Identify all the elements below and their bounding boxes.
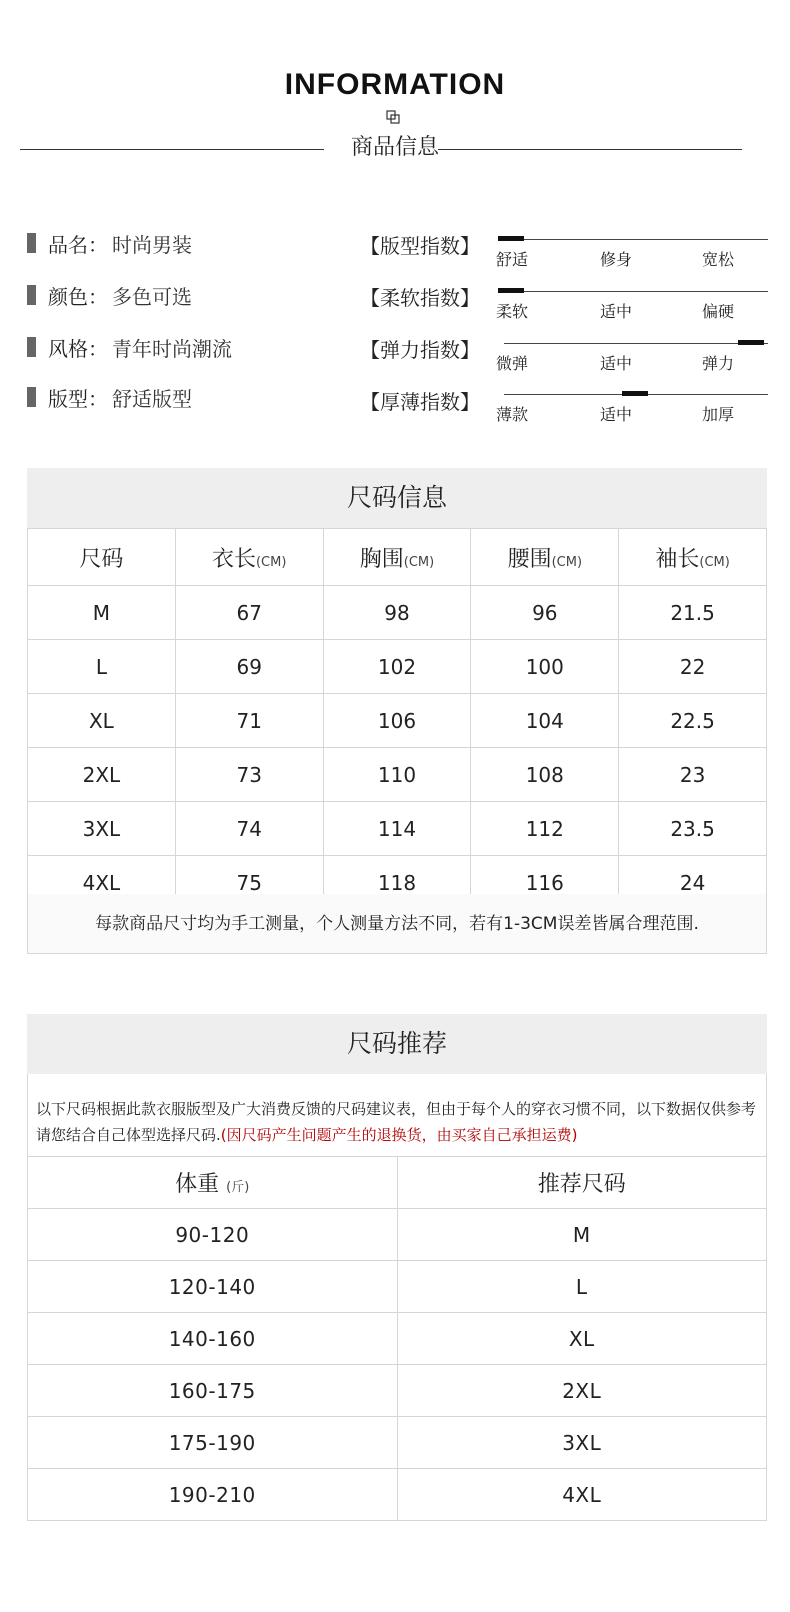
table-cell: 3XL [397, 1417, 767, 1469]
table-cell: 106 [323, 694, 471, 748]
size-info-title: 尺码信息 [27, 468, 767, 528]
return-policy-warning: (因尺码产生问题产生的退换货，由买家自己承担运费) [220, 1126, 578, 1144]
size-recommendation-table [27, 1156, 767, 1521]
table-cell: 118 [323, 856, 471, 910]
squares-icon [386, 110, 400, 124]
table-row [28, 1209, 767, 1261]
table-row [28, 1365, 767, 1417]
column-header: 胸围(CM) [323, 529, 471, 586]
index-label-elasticity: 【弹力指数】 [360, 338, 480, 362]
index-label-thickness: 【厚薄指数】 [360, 390, 480, 414]
scale-option: 适中 [600, 302, 633, 321]
table-cell: 108 [471, 748, 619, 802]
column-header: 体重 (斤) [28, 1157, 398, 1209]
table-cell: 175-190 [28, 1417, 398, 1469]
scale-option: 舒适 [496, 250, 529, 269]
table-cell: M [28, 586, 176, 640]
table-cell: 120-140 [28, 1261, 398, 1313]
table-cell: 71 [175, 694, 323, 748]
scale-line [504, 343, 768, 344]
table-cell: 112 [471, 802, 619, 856]
table-cell: 75 [175, 856, 323, 910]
scale-indicator [498, 236, 524, 241]
table-cell: 190-210 [28, 1469, 398, 1521]
scale-option: 适中 [600, 354, 633, 373]
info-value: 舒适版型 [112, 386, 192, 411]
table-cell: 140-160 [28, 1313, 398, 1365]
scale-indicator [622, 391, 648, 396]
info-row-fit [27, 382, 192, 412]
bullet-bar [27, 387, 36, 407]
index-label-softness: 【柔软指数】 [360, 286, 480, 310]
table-cell: 69 [175, 640, 323, 694]
table-cell: 24 [619, 856, 767, 910]
table-row [28, 748, 767, 802]
info-value: 青年时尚潮流 [112, 336, 232, 361]
column-header: 尺码 [28, 529, 176, 586]
recommendation-note-text: 以下尺码根据此款衣服版型及广大消费反馈的尺码建议表，但由于每个人的穿衣习惯不同，以下数据仅供参考请您结合自己体型选择尺码. [36, 1100, 757, 1144]
table-cell: 90-120 [28, 1209, 398, 1261]
table-row [28, 1261, 767, 1313]
table-cell: 3XL [28, 802, 176, 856]
table-cell: 2XL [28, 748, 176, 802]
info-label: 风格： [48, 336, 108, 361]
info-row-name [27, 228, 192, 258]
table-cell: 22 [619, 640, 767, 694]
column-header: 推荐尺码 [397, 1157, 767, 1209]
table-cell: 74 [175, 802, 323, 856]
scale-indicator [738, 340, 764, 345]
table-cell: XL [397, 1313, 767, 1365]
info-value: 多色可选 [112, 284, 192, 309]
measurement-note: 每款商品尺寸均为手工测量，个人测量方法不同，若有1-3CM误差皆属合理范围. [27, 894, 767, 954]
table-cell: 100 [471, 640, 619, 694]
table-cell: 4XL [397, 1469, 767, 1521]
table-cell: 116 [471, 856, 619, 910]
scale-line [504, 239, 768, 240]
table-header-row [28, 1157, 767, 1209]
info-label: 版型： [48, 386, 108, 411]
table-cell: 96 [471, 586, 619, 640]
column-header: 腰围(CM) [471, 529, 619, 586]
table-cell: 23 [619, 748, 767, 802]
table-cell: L [397, 1261, 767, 1313]
scale-option: 加厚 [702, 405, 735, 424]
table-cell: 4XL [28, 856, 176, 910]
scale-option: 修身 [600, 250, 633, 269]
table-row [28, 1417, 767, 1469]
column-header: 衣长(CM) [175, 529, 323, 586]
page-subtitle: 商品信息 [350, 135, 439, 160]
info-row-style [27, 332, 232, 362]
page-title: INFORMATION [284, 68, 506, 101]
table-cell: 22.5 [619, 694, 767, 748]
bullet-bar [27, 285, 36, 305]
scale-option: 微弹 [496, 354, 529, 373]
table-header-row [28, 529, 767, 586]
table-cell: 73 [175, 748, 323, 802]
column-header: 袖长(CM) [619, 529, 767, 586]
table-cell: L [28, 640, 176, 694]
info-label: 颜色： [48, 284, 108, 309]
size-rec-title: 尺码推荐 [27, 1014, 767, 1074]
scale-option: 宽松 [702, 250, 735, 269]
info-label: 品名： [48, 232, 108, 257]
table-cell: 104 [471, 694, 619, 748]
table-row [28, 1469, 767, 1521]
bullet-bar [27, 337, 36, 357]
table-cell: 2XL [397, 1365, 767, 1417]
table-row [28, 640, 767, 694]
table-cell: 110 [323, 748, 471, 802]
scale-option: 适中 [600, 405, 633, 424]
table-cell: 67 [175, 586, 323, 640]
table-row [28, 1313, 767, 1365]
scale-option: 柔软 [496, 302, 529, 321]
scale-option: 偏硬 [702, 302, 735, 321]
table-row [28, 802, 767, 856]
table-cell: 114 [323, 802, 471, 856]
bullet-bar [27, 233, 36, 253]
table-cell: 98 [323, 586, 471, 640]
table-cell: 102 [323, 640, 471, 694]
table-cell: 23.5 [619, 802, 767, 856]
info-row-color [27, 280, 192, 310]
scale-indicator [498, 288, 524, 293]
table-cell: 21.5 [619, 586, 767, 640]
table-cell: XL [28, 694, 176, 748]
info-value: 时尚男装 [112, 232, 192, 257]
scale-option: 薄款 [496, 405, 529, 424]
table-cell: 160-175 [28, 1365, 398, 1417]
index-label-fit: 【版型指数】 [360, 234, 480, 258]
size-table [27, 528, 767, 910]
table-cell: M [397, 1209, 767, 1261]
scale-option: 弹力 [702, 354, 735, 373]
recommendation-note [27, 1074, 767, 1164]
scale-line [504, 291, 768, 292]
table-row [28, 586, 767, 640]
table-row [28, 694, 767, 748]
